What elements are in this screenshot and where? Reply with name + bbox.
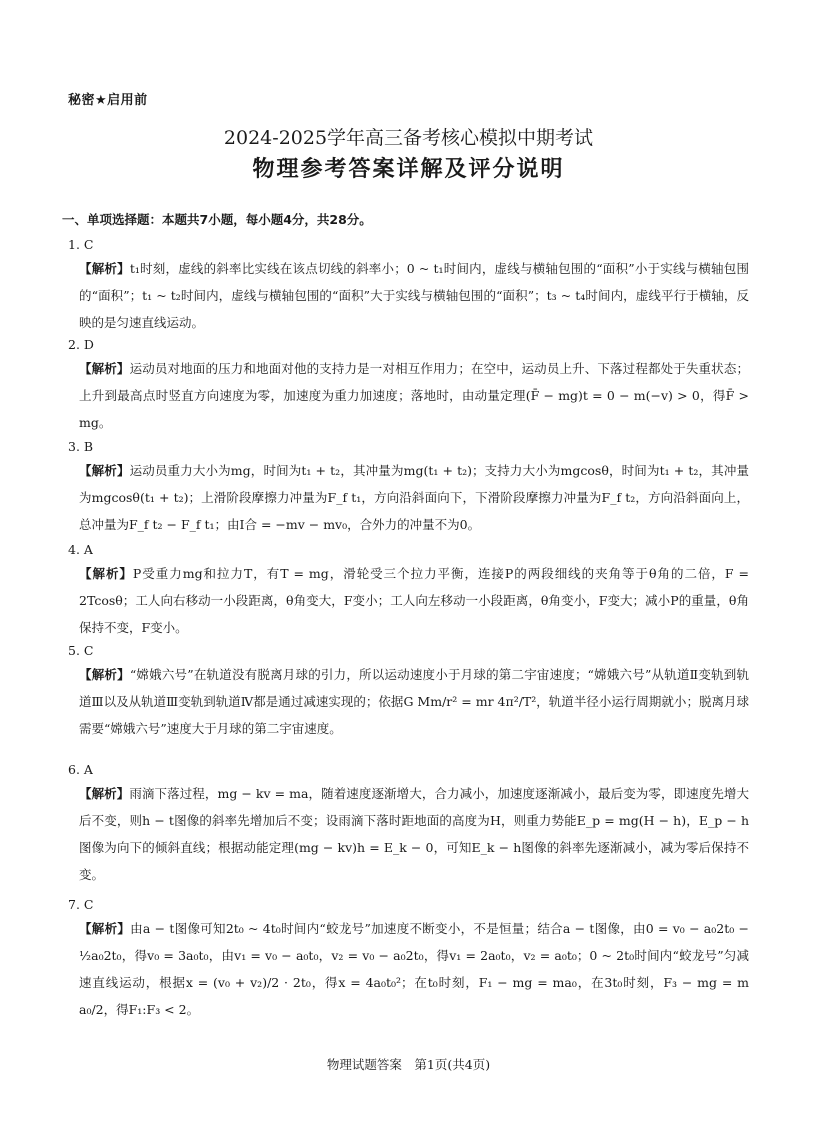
section-heading: 一、单项选择题：本题共7小题，每小题4分，共28分。 — [62, 212, 372, 227]
explanation-text: 运动员重力大小为mg，时间为t₁ + t₂，其冲量为mg(t₁ + t₂)；支持力大小为mgcosθ，时间为t₁ + t₂，其冲量为mgcosθ(t₁ + t₂)；上滑阶段摩擦力冲量为F_f t₁，方向沿斜面向下，下滑阶段摩擦力冲量为F_f t₂，方向沿斜面向上，总冲量为F_f t₂ − F_f t₁；由I合 = −mv − mv₀，合外力的冲量不为0。 — [79, 463, 749, 532]
answer-number: 4. A — [68, 542, 93, 557]
explanation-text: 运动员对地面的压力和地面对他的支持力是一对相互作用力；在空中，运动员上升、下落过程都处于失重状态；上升到最高点时竖直方向速度为零，加速度为重力加速度；落地时，由动量定理(F̄ − mg)t = 0 − m(−v) > 0，得F̄ > mg。 — [79, 361, 749, 430]
explanation-text: P受重力mg和拉力T，有T = mg，滑轮受三个拉力平衡，连接P的两段细线的夹角等于θ角的二倍，F = 2Tcosθ；工人向右移动一小段距离，θ角变大，F变小；工人向左移动一小段距离，θ角变小，F变大；减小P的重量，θ角保持不变，F变小。 — [79, 566, 749, 635]
answer-explanation — [79, 560, 749, 641]
answer-number: 1. C — [68, 237, 94, 252]
page-footer: 物理试题答案 第1页(共4页) — [326, 1057, 491, 1072]
explanation-text: t₁时刻，虚线的斜率比实线在该点切线的斜率小；0 ~ t₁时间内，虚线与横轴包围的“面积”小于实线与横轴包围的“面积”；t₁ ~ t₂时间内，虚线与横轴包围的“面积”大于实线与横轴包围的“面积”；t₃ ~ t₄时间内，虚线平行于横轴，反映的是匀速直线运动。 — [79, 261, 749, 330]
answer-explanation — [79, 457, 749, 538]
answer-number: 6. A — [68, 762, 93, 777]
answer-explanation — [79, 355, 749, 436]
answer-number: 5. C — [68, 643, 94, 658]
analysis-tag: 【解析】 — [79, 786, 130, 801]
explanation-text: 雨滴下落过程，mg − kv = ma，随着速度逐渐增大，合力减小，加速度逐渐减小，最后变为零，即速度先增大后不变，则h − t图像的斜率先增加后不变；设雨滴下落时距地面的高度为H，则重力势能E_p = mg(H − h)，E_p − h图像为向下的倾斜直线；根据动能定理(mg − kv)h = E_k − 0，可知E_k − h图像的斜率先逐渐减小，减为零后保持不变。 — [79, 786, 749, 882]
answer-explanation — [79, 661, 749, 742]
document-title: 物理参考答案详解及评分说明 — [252, 157, 565, 182]
confidential-label: 秘密★启用前 — [68, 93, 148, 108]
explanation-text: “嫦娥六号”在轨道没有脱离月球的引力，所以运动速度小于月球的第二宇宙速度；“嫦娥六号”从轨道Ⅱ变轨到轨道Ⅲ以及从轨道Ⅲ变轨到轨道Ⅳ都是通过减速实现的；依据G Mm/r² = mr 4π²/T²，轨道半径小运行周期就小；脱离月球需要“嫦娥六号”速度大于月球的第二宇宙速度。 — [79, 667, 749, 736]
analysis-tag: 【解析】 — [79, 463, 130, 478]
analysis-tag: 【解析】 — [79, 921, 131, 936]
answer-explanation — [79, 915, 749, 1023]
analysis-tag: 【解析】 — [79, 667, 130, 682]
analysis-tag: 【解析】 — [79, 566, 133, 581]
explanation-text: 由a − t图像可知2t₀ ~ 4t₀时间内“蛟龙号”加速度不断变小，不是恒量；结合a − t图像，由0 = v₀ − a₀2t₀ − ½a₀2t₀，得v₀ = 3a₀t₀，由v₁ = v₀ − a₀t₀，v₂ = v₀ − a₀2t₀，得v₁ = 2a₀t₀，v₂ = a₀t₀；0 ~ 2t₀时间内“蛟龙号”匀减速直线运动，根据x = (v₀ + v₂)/2 · 2t₀，得x = 4a₀t₀²；在t₀时刻，F₁ − mg = ma₀，在3t₀时刻，F₃ − mg = m a₀/2，得F₁:F₃ < 2。 — [79, 921, 749, 1017]
answer-number: 7. C — [68, 897, 94, 912]
analysis-tag: 【解析】 — [79, 361, 130, 376]
analysis-tag: 【解析】 — [79, 261, 130, 276]
answer-explanation — [79, 255, 749, 336]
answer-number: 3. B — [68, 439, 94, 454]
exam-title: 2024-2025学年高三备考核心模拟中期考试 — [223, 127, 594, 149]
answer-number: 2. D — [68, 337, 94, 352]
answer-explanation — [79, 780, 749, 888]
